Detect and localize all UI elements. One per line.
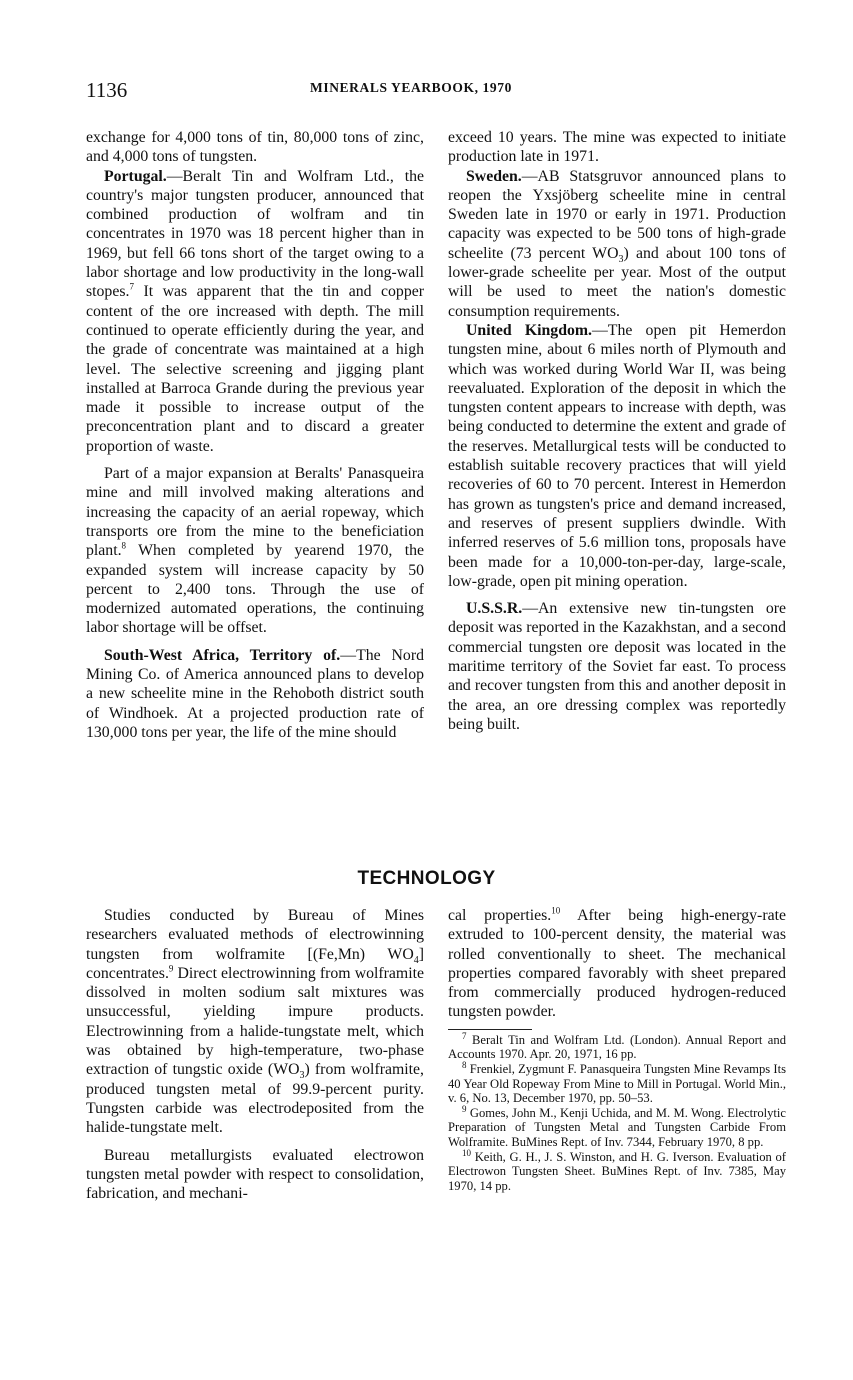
subscript-3: 3 xyxy=(618,253,624,265)
paragraph-mine-life: exceed 10 years. The mine was expected to initiate production late in 1971. xyxy=(448,129,786,166)
paragraph-panasqueira xyxy=(86,464,424,638)
paragraph-south-west-africa xyxy=(86,646,424,742)
paragraph-ussr xyxy=(448,599,786,734)
footnote-number: 10 xyxy=(462,1147,471,1158)
footnotes xyxy=(448,1030,786,1194)
paragraph-metallurgists: Bureau metallurgists evaluated electrowon tungsten metal powder with respect to consolidation, fabrication, and mechani- xyxy=(86,1146,424,1203)
ussr-text: —An extensive new tin-tungsten ore deposit was reported in the Kazakhstan, and a second commercial tungsten ore deposit was located in the maritime territory of the Soviet far east. To process and recover tungsten from this and another deposit in the area, an ore dressing complex was reportedly being built. xyxy=(448,600,786,733)
footnote-number: 9 xyxy=(462,1103,467,1114)
subscript-4: 4 xyxy=(413,954,419,966)
paragraph-exchange: exchange for 4,000 tons of tin, 80,000 tons of zinc, and 4,000 tons of tungsten. xyxy=(86,129,424,166)
right-column-bottom xyxy=(448,906,786,1193)
sweden-text-a: —AB Statsgruvor announced plans to reopen the Yxsjöberg scheelite mine in central Sweden late in 1970 or early in 1971. Production capacity was expected to be 500 tons of high-grade scheelite (73 percent WO xyxy=(448,167,786,262)
heading-united-kingdom: United Kingdom. xyxy=(466,321,592,339)
paragraph-electrowinning xyxy=(86,906,424,1138)
footnote-number: 7 xyxy=(462,1030,467,1041)
heading-south-west-africa: South-West Africa, Territory of. xyxy=(104,646,341,664)
left-column-bottom xyxy=(86,906,424,1203)
electrowinning-text-c: Direct electrowinning from wolframite dissolved in molten sodium salt mixtures was unsuccessful, yielding impure products. Electrowinning from a halide-tungstate melt, which was obtained by high-temperature, two-phase extraction of tungstic oxide (WO xyxy=(86,964,424,1079)
footnote-number: 8 xyxy=(462,1059,467,1070)
footnote-ref-7: 7 xyxy=(129,282,134,293)
footnote-10 xyxy=(448,1147,786,1194)
paragraph-united-kingdom xyxy=(448,321,786,591)
footnote-ref-9: 9 xyxy=(168,963,174,974)
page-number: 1136 xyxy=(86,78,128,102)
paragraph-sweden xyxy=(448,167,786,321)
footnote-text: Frenkiel, Zygmunt F. Panasqueira Tungsten Mine Revamps Its 40 Year Old Ropeway From Mine to Mill in Portugal. World Min., v. 6, No. 13, December 1970, pp. 50–53. xyxy=(448,1061,786,1106)
electrowinning-text-a: Studies conducted by Bureau of Mines researchers evaluated methods of electrowinning tungsten from wolframite [(Fe,Mn) WO xyxy=(86,907,424,963)
panasqueira-text-a: Part of a major expansion at Beralts' Panasqueira mine and mill involved making alterations and increasing the capacity of an aerial ropeway, which transports ore from the mine to the beneficiation plant. xyxy=(86,465,424,560)
heading-sweden: Sweden. xyxy=(466,167,522,185)
left-column-top xyxy=(86,128,424,742)
footnote-ref-10: 10 xyxy=(551,905,561,916)
united-kingdom-text: —The open pit Hemerdon tungsten mine, about 6 miles north of Plymouth and which was worked during World War II, was being reevaluated. Exploration of the deposit in which the tungsten content appears to increase with depth, was being conducted to determine the extent and grade of the reserves. Metallurgical tests will be conducted to establish suitable recovery practices that will yield recoveries of 60 to 70 percent. Interest in Hemerdon has grown as tungsten's price and demand increased, and reserves of present suppliers dwindle. With inferred reserves of 5.6 million tons, proposals have been made for a 10,000-ton-per-day, large-scale, low-grade, open pit mining operation. xyxy=(448,321,786,590)
electrowinning-text-b: ] concentrates. xyxy=(86,945,424,982)
electrowinning-text-d: ) from wolframite, produced tungsten metal of 99.9-percent purity. Tungsten carbide was electrodeposited from the halide-tungstate melt. xyxy=(86,1061,425,1137)
subscript-3-wo3: 3 xyxy=(299,1070,305,1082)
paragraph-mechanical-properties xyxy=(448,906,786,1022)
footnote-text: Gomes, John M., Kenji Uchida, and M. M. Wong. Electrolytic Preparation of Tungsten Metal and Tungsten Carbide From Wolframite. BuMines Rept. of Inv. 7344, February 1970, 8 pp. xyxy=(448,1105,786,1149)
footnote-8 xyxy=(448,1059,786,1106)
footnote-9 xyxy=(448,1103,786,1150)
footnote-7 xyxy=(448,1030,786,1062)
portugal-text-b: It was apparent that the tin and copper content of the ore increased with depth. The mill continued to operate efficiently during the year, and the grade of concentrate was maintained at a high level. The selective screening and jigging plant installed at Barroca Grande during the previous year made it possible to increase output of the preconcentration plant and to discard a greater proportion of waste. xyxy=(86,283,424,455)
footnote-ref-8: 8 xyxy=(121,540,127,551)
mechanical-text-b: After being high-energy-rate extruded to 100-percent density, the material was rolled conventionally to sheet. The mechanical properties compared favorably with sheet prepared from commercially produced hydrogen-reduced tungsten powder. xyxy=(448,907,786,1021)
heading-portugal: Portugal. xyxy=(104,167,167,185)
footnote-text: Keith, G. H., J. S. Winston, and H. G. Iverson. Evaluation of Electrowon Tungsten Sheet. BuMines Rept. of Inv. 7385, May 1970, 14 pp. xyxy=(448,1149,786,1193)
section-heading-technology: TECHNOLOGY xyxy=(357,868,496,889)
paragraph-portugal xyxy=(86,167,424,456)
portugal-text-a: —Beralt Tin and Wolfram Ltd., the country's major tungsten producer, announced that combined production of wolfram and tin concentrates in 1970 was 18 percent higher than in 1969, but fell 66 tons short of the target owing to a labor shortage and low productivity in the long-wall stopes. xyxy=(86,167,424,301)
right-column-top xyxy=(448,128,786,734)
heading-ussr: U.S.S.R. xyxy=(466,600,523,618)
footnote-text: Beralt Tin and Wolfram Ltd. (London). Annual Report and Accounts 1970. Apr. 20, 1971, 16 pp. xyxy=(448,1032,786,1062)
sweden-text-b: ) and about 100 tons of lower-grade scheelite per year. Most of the output will be used to meet the nation's domestic consumption requirements. xyxy=(448,244,786,320)
footnote-divider xyxy=(448,1029,532,1030)
mechanical-text-a: cal properties. xyxy=(448,907,552,924)
south-west-africa-text: —The Nord Mining Co. of America announced plans to develop a new scheelite mine in the Rehoboth district south of Windhoek. At a projected production rate of 130,000 tons per year, the life of the mine should xyxy=(86,646,424,741)
panasqueira-text-b: When completed by yearend 1970, the expanded system will increase capacity by 50 percent to 2,400 tons. Through the use of modernized automated operations, the continuing labor shortage will be offset. xyxy=(86,542,424,637)
running-head: MINERALS YEARBOOK, 1970 xyxy=(310,80,512,95)
